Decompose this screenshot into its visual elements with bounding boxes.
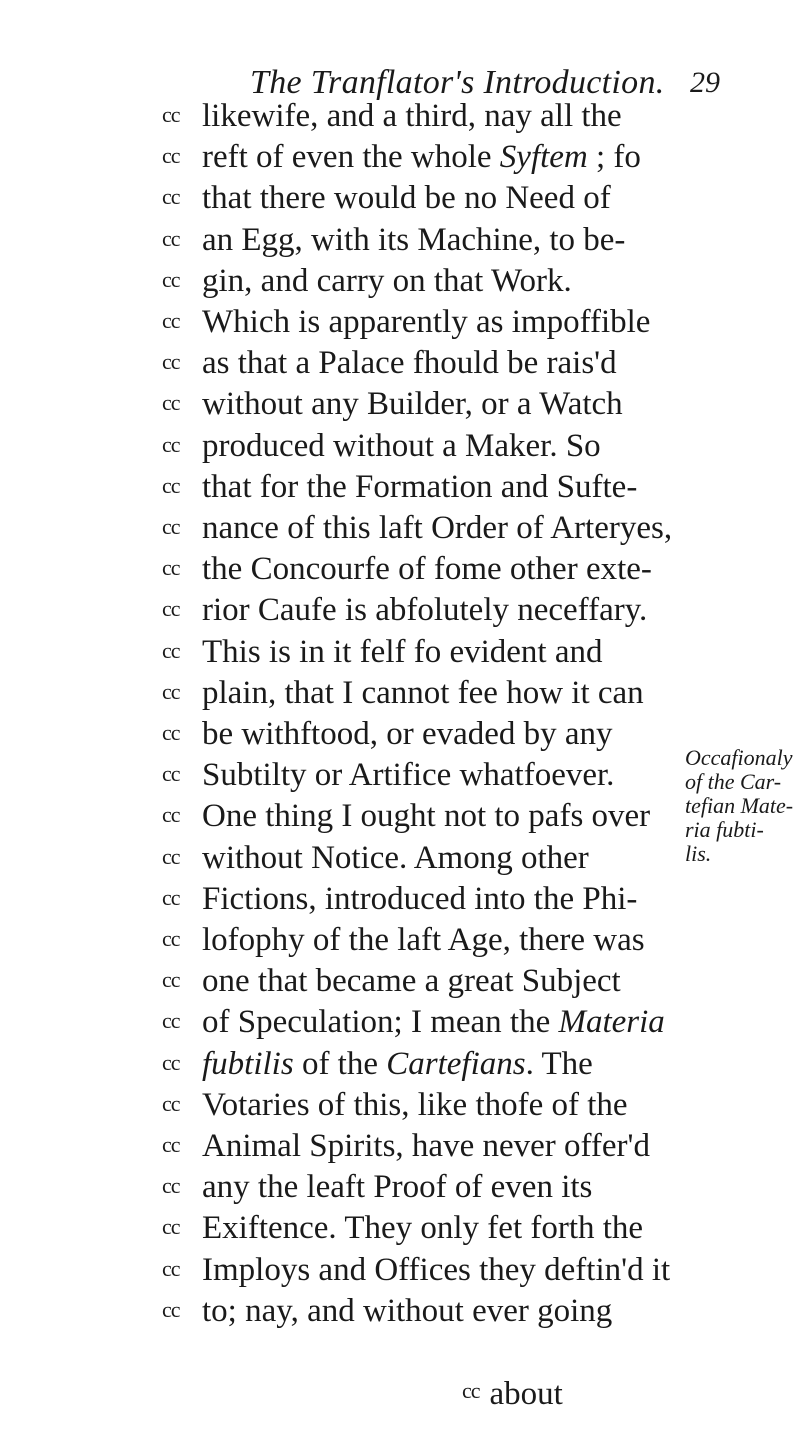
quote-mark: cc: [162, 555, 180, 581]
quote-mark: cc: [162, 1008, 180, 1034]
quote-mark: cc: [162, 967, 180, 993]
line-text: [202, 1046, 593, 1083]
italic-term: Syftem: [499, 139, 588, 176]
line-text: Exiftence. They only fet forth the: [202, 1210, 644, 1247]
line-text: as that a Palace fhould be rais'd: [202, 345, 617, 382]
line-text: be withftood, or evaded by any: [202, 716, 613, 752]
quote-mark: cc: [162, 637, 180, 663]
line-segment: . The: [525, 1045, 593, 1082]
quote-mark: cc: [162, 1173, 180, 1199]
quote-mark: cc: [162, 802, 180, 828]
quote-mark: cc: [162, 349, 180, 375]
quote-mark: cc: [162, 761, 180, 787]
quote-mark: cc: [162, 843, 180, 869]
line-text: nance of this laft Order of Arteryes,: [202, 510, 673, 546]
line-text: any the leaft Proof of even its: [202, 1169, 593, 1206]
line-text: lofophy of the laft Age, there was: [202, 922, 645, 958]
quote-mark: cc: [162, 184, 180, 210]
margin-note-line-2: of the Car-: [685, 769, 782, 794]
quote-mark: cc: [162, 266, 180, 292]
line-text: [202, 139, 641, 176]
line-text: rior Caufe is abfolutely neceffary.: [202, 592, 648, 629]
catchword: about: [489, 1376, 563, 1412]
line-text: without Notice. Among other: [202, 839, 589, 876]
line-segment: of the: [293, 1045, 387, 1082]
margin-note-line-3: tefian Mate-: [685, 793, 794, 818]
line-text: Animal Spirits, have never offer'd: [202, 1128, 650, 1164]
line-text: Which is apparently as impoffible: [202, 304, 651, 340]
quote-mark: cc: [162, 390, 180, 416]
quote-mark: cc: [462, 1378, 480, 1403]
quote-mark: cc: [162, 678, 180, 704]
quote-mark: cc: [162, 720, 180, 745]
quote-mark: cc: [162, 596, 180, 622]
line-text: Subtilty or Artifice whatfoever.: [202, 757, 615, 794]
quote-mark: cc: [162, 102, 180, 127]
line-text: that there would be no Need of: [202, 180, 611, 217]
margin-note-line-5: lis.: [685, 841, 712, 866]
line-segment: ; fo: [587, 139, 641, 176]
page-number: 29: [690, 66, 720, 99]
quote-mark: cc: [162, 1049, 180, 1075]
quote-mark: cc: [162, 225, 180, 251]
line-text: one that became a great Subject: [202, 963, 621, 1000]
line-text: that for the Formation and Sufte-: [202, 468, 638, 505]
margin-note-line-1: Occafionaly: [685, 745, 793, 770]
quote-mark: cc: [162, 514, 180, 539]
quote-mark: cc: [162, 926, 180, 951]
line-segment: of Speculation; I mean the: [202, 1004, 559, 1041]
quote-mark: cc: [162, 143, 180, 169]
line-text: an Egg, with its Machine, to be-: [202, 221, 626, 258]
line-segment: reft of even the whole: [202, 139, 500, 176]
line-text: plain, that I cannot fee how it can: [202, 674, 644, 711]
line-text: Fictions, introduced into the Phi-: [202, 880, 638, 917]
quote-mark: cc: [162, 884, 180, 910]
line-text: Votaries of this, like thofe of the: [202, 1086, 628, 1123]
quote-mark: cc: [162, 472, 180, 498]
line-text: without any Builder, or a Watch: [202, 386, 623, 423]
quote-mark: cc: [162, 431, 180, 457]
catchword-line: [462, 1376, 563, 1413]
italic-term: Cartefians: [386, 1045, 526, 1082]
line-text: produced without a Maker. So: [202, 427, 601, 464]
line-text: gin, and carry on that Work.: [202, 262, 572, 299]
line-text: Imploys and Offices they deftin'd it: [202, 1251, 671, 1288]
italic-term: Materia: [558, 1004, 665, 1041]
line-text: This is in it felf fo evident and: [202, 633, 603, 670]
line-text: the Concourfe of fome other exte-: [202, 551, 652, 588]
running-head: The Tranflator's Introduction.: [250, 64, 665, 101]
quote-mark: cc: [162, 1090, 180, 1116]
quote-mark: cc: [162, 1214, 180, 1240]
quote-mark: cc: [162, 308, 180, 333]
line-text: likewife, and a third, nay all the: [202, 98, 622, 134]
line-text: to; nay, and without ever going: [202, 1292, 613, 1329]
quote-mark: cc: [162, 1132, 180, 1157]
quote-mark: cc: [162, 1296, 180, 1322]
quote-mark: cc: [162, 1255, 180, 1281]
line-text: [202, 1004, 665, 1041]
italic-term: fubtilis: [202, 1045, 294, 1082]
line-text: One thing I ought not to pafs over: [202, 798, 651, 835]
margin-note-line-4: ria fubti-: [685, 817, 764, 842]
